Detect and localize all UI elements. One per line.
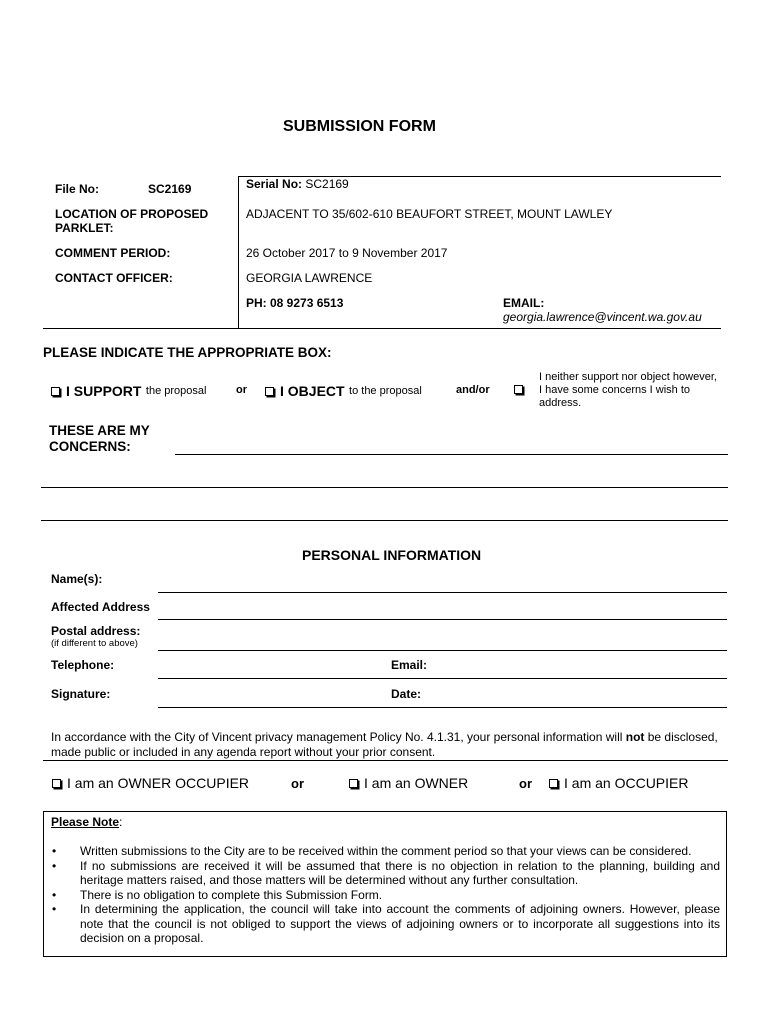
concerns-line-3[interactable] [41,520,728,521]
list-item: • In determining the application, the council will take into account the comments of adjoining owners. However, please note that the council is not obliged to support the views of adjoining owners or to incorporate all suggestions into its decision on a proposal. [44,902,720,946]
list-item: • There is no obligation to complete this Submission Form. [44,888,720,903]
checkbox-icon[interactable] [51,387,60,396]
support-strong: I SUPPORT [66,383,142,399]
please-note-box [43,811,727,957]
list-item: • Written submissions to the City are to be received within the comment period so that your views can be considered. [44,844,720,859]
names-label: Name(s): [51,572,103,586]
or-label: or [291,776,304,791]
serial-no-label: Serial No: [246,177,303,191]
email-field-label: Email: [391,658,428,672]
checkbox-icon[interactable] [265,387,274,396]
occupier-option[interactable] [549,775,688,791]
checkbox-icon[interactable] [52,779,61,788]
and-or-label: and/or [456,384,490,396]
comment-period-label: COMMENT PERIOD: [55,246,171,260]
privacy-text-after: be disclosed, made public or included in any agenda report without your prior consent. [51,730,718,759]
contact-officer-label: CONTACT OFFICER: [55,271,173,285]
checkbox-icon[interactable] [549,779,558,788]
owner-option[interactable] [349,775,468,791]
postal-address-label: Postal address: [51,624,141,638]
comment-period-value: 26 October 2017 to 9 November 2017 [246,246,448,260]
ownership-top-divider [43,760,728,761]
privacy-text-before: In accordance with the City of Vincent privacy management Policy No. 4.1.31, your personal information will [51,730,626,744]
names-field[interactable] [158,592,727,593]
affected-address-label: Affected Address [51,600,150,614]
telephone-email-field[interactable] [158,678,727,679]
checkbox-icon[interactable] [514,385,523,394]
concerns-line-1[interactable] [175,454,728,455]
privacy-statement [51,730,723,759]
or-label: or [236,384,247,396]
concerns-label: THESE ARE MY CONCERNS: [49,423,150,454]
serial-no-value: SC2169 [305,177,349,191]
owner-occupier-option[interactable] [52,775,249,791]
affected-address-field[interactable] [158,619,727,620]
table-vertical-divider [238,176,239,329]
neither-option-text: I neither support nor object however, I have some concerns I wish to address. [539,371,717,409]
list-item: • If no submissions are received it will be assumed that there is no objection in relation to the planning, building and heritage matters raised, and those matters will be determined without any further consultation. [44,859,720,888]
please-note-colon: : [119,815,123,829]
file-no-value: SC2169 [148,182,192,196]
table-bottom-border [43,328,721,329]
postal-address-note: (if different to above) [51,638,138,649]
signature-label: Signature: [51,687,111,701]
indicate-heading: PLEASE INDICATE THE APPROPRIATE BOX: [43,345,332,360]
concerns-line-2[interactable] [41,487,728,488]
or-label: or [519,776,532,791]
notes-list [44,844,720,946]
location-value: ADJACENT TO 35/602-610 BEAUFORT STREET, MOUNT LAWLEY [246,207,613,221]
personal-heading: PERSONAL INFORMATION [302,547,482,563]
owner-occupier-label: I am an OWNER OCCUPIER [67,775,250,791]
postal-address-field[interactable] [158,650,727,651]
file-no-label: File No: [55,182,99,196]
page-title: SUBMISSION FORM [283,118,436,135]
privacy-text-bold: not [625,730,645,744]
signature-date-field[interactable] [158,707,727,708]
please-note-heading [51,815,122,829]
support-option[interactable] [51,382,206,400]
owner-label: I am an OWNER [364,775,469,791]
contact-phone: PH: 08 9273 6513 [246,296,344,310]
date-label: Date: [391,687,422,701]
contact-officer-value: GEORGIA LAWRENCE [246,271,373,285]
support-rest: the proposal [145,385,207,397]
serial-no [246,177,349,191]
location-label: LOCATION OF PROPOSED PARKLET: [55,207,209,235]
occupier-label: I am an OCCUPIER [564,775,689,791]
please-note-title: Please Note [51,815,120,829]
email-value: georgia.lawrence@vincent.wa.gov.au [503,310,702,324]
checkbox-icon[interactable] [349,779,358,788]
email-label: EMAIL: [503,296,545,310]
object-strong: I OBJECT [280,383,345,399]
object-rest: to the proposal [349,385,422,397]
object-option[interactable] [265,382,422,400]
telephone-label: Telephone: [51,658,115,672]
